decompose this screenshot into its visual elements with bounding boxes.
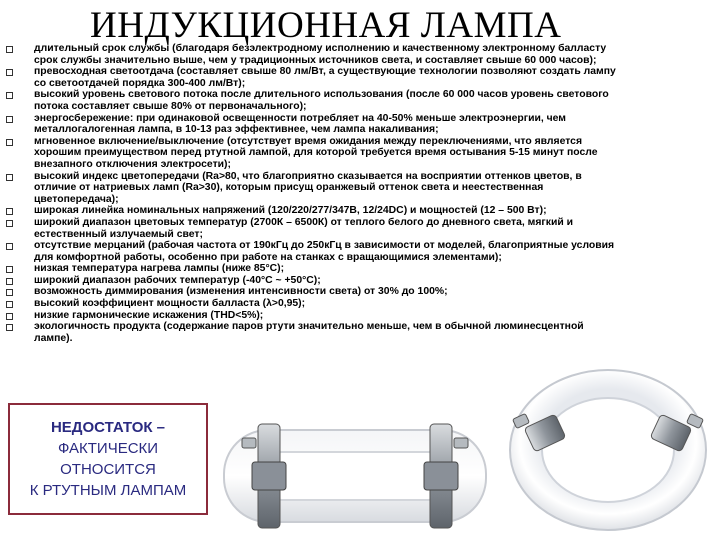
list-item	[0, 321, 720, 344]
list-item	[0, 205, 720, 217]
square-bullet-icon	[6, 69, 13, 76]
list-item-text: экологичность продукта (содержание паров ртути значительно меньше, чем в обычной люминесцентной лампе).	[34, 321, 584, 344]
drawback-callout	[8, 403, 208, 515]
list-item-text: низкая температура нагрева лампы (ниже 85°С);	[34, 263, 285, 275]
square-bullet-icon	[6, 92, 13, 99]
rectangular-induction-lamp-image	[214, 408, 496, 536]
list-item	[0, 310, 720, 322]
square-bullet-icon	[6, 46, 13, 53]
callout-line: К РТУТНЫМ ЛАМПАМ	[29, 482, 187, 499]
list-item	[0, 298, 720, 310]
square-bullet-icon	[6, 116, 13, 123]
list-item-text: превосходная светоотдача (составляет свыше 80 лм/Вт, а существующие технологии позволяют создать лампу со светоотдачей порядка 300-400 лм/Вт);	[34, 66, 616, 89]
callout-line: ФАКТИЧЕСКИ	[57, 440, 159, 457]
list-item	[0, 263, 720, 275]
square-bullet-icon	[6, 266, 13, 273]
advantages-list	[0, 43, 720, 344]
square-bullet-icon	[6, 174, 13, 181]
list-item	[0, 171, 720, 206]
list-item-text: широкий диапазон рабочих температур (-40°С ~ +50°С);	[34, 274, 321, 286]
list-item	[0, 275, 720, 287]
list-item-text: низкие гармонические искажения (THD<5%);	[34, 309, 264, 321]
ring-induction-lamp-image	[500, 360, 716, 536]
square-bullet-icon	[6, 220, 13, 227]
callout-line: ОТНОСИТСЯ	[60, 461, 156, 478]
list-item-text: энергосбережение: при одинаковой освещенности потребляет на 40-50% меньше электроэнергии, чем металлогалогенная лампа, в 10-13 раз эффективнее, чем лампа накаливания;	[34, 112, 566, 136]
list-item	[0, 113, 720, 136]
list-item	[0, 89, 720, 112]
square-bullet-icon	[6, 289, 13, 296]
list-item	[0, 43, 720, 66]
list-item	[0, 136, 720, 171]
page-title: ИНДУКЦИОННАЯ ЛАМПА	[90, 5, 562, 46]
square-bullet-icon	[6, 139, 13, 146]
square-bullet-icon	[6, 243, 13, 250]
square-bullet-icon	[6, 301, 13, 308]
callout-line: НЕДОСТАТОК –	[50, 419, 166, 436]
list-item-text: высокий коэффициент мощности балласта (λ>0,95);	[34, 298, 306, 310]
list-item-text: отсутствие мерцаний (рабочая частота от 190кГц до 250кГц в зависимости от моделей, благоприятные условия для комфортной работы, особенно при работе на станках с вращающимися элементами);	[34, 240, 615, 263]
list-item-text: мгновенное включение/выключение (отсутствует время ожидания между переключениями, что является хорошим преимуществом перед ртутной лампой, для которой требуется время остывания 5-15 минут после внезапного отключения электросети);	[34, 135, 598, 170]
list-item-text: длительный срок службы (благодаря безэлектродному исполнению и качественному электронному балласту срок службы значительно выше, чем у традиционных источников света, и составляет свыше 60 000 часов);	[34, 43, 607, 66]
list-item	[0, 286, 720, 298]
list-item-text: широкий диапазон цветовых температур (2700К – 6500К) от теплого белого до дневного света, мягкий и естественный излучаемый свет;	[34, 216, 573, 240]
square-bullet-icon	[6, 208, 13, 215]
list-item	[0, 66, 720, 89]
list-item-text: широкая линейка номинальных напряжений (120/220/277/347В, 12/24DC) и мощностей (12 – 500 Вт);	[34, 205, 547, 217]
list-item-text: высокий уровень светового потока после длительного использования (после 60 000 часов уровень светового потока составляет свыше 80% от первоначального);	[34, 89, 609, 112]
list-item-text: высокий индекс цветопередачи (Ra>80, что благоприятно сказывается на восприятии оттенков цветов, в отличие от натриевых ламп (Ra>30), которым присущ оранжевый оттенок света и неестественная цветопередача);	[34, 170, 582, 205]
square-bullet-icon	[6, 313, 13, 320]
list-item	[0, 240, 720, 263]
list-item-text: возможность диммирования (изменения интенсивности света) от 30% до 100%;	[34, 286, 448, 298]
list-item	[0, 217, 720, 240]
square-bullet-icon	[6, 324, 13, 331]
square-bullet-icon	[6, 278, 13, 285]
